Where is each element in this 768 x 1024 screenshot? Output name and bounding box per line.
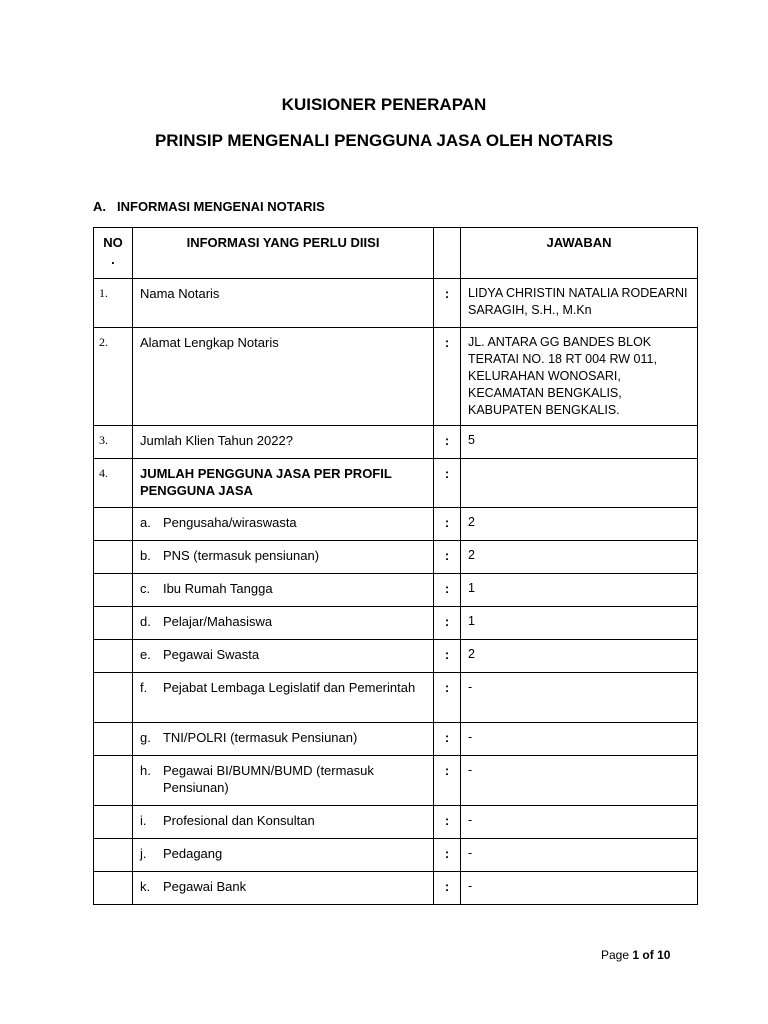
sub-item-cell [132, 723, 433, 756]
sub-item-letter: j. [139, 846, 147, 861]
document-subtitle: PRINSIP MENGENALI PENGGUNA JASA OLEH NOTARIS [154, 131, 614, 150]
row-answer: 1 [460, 607, 697, 640]
sub-item-label: Ibu Rumah Tangga [162, 581, 273, 596]
sub-item-letter: g. [139, 730, 151, 745]
table-row [94, 328, 698, 426]
row-answer: LIDYA CHRISTIN NATALIA RODEARNI SARAGIH, S.H., M.Kn [460, 279, 697, 328]
table-row [94, 806, 698, 839]
current-page: 1 [632, 948, 640, 962]
row-answer: 2 [460, 541, 697, 574]
row-number [94, 574, 133, 607]
row-answer: - [460, 806, 697, 839]
page-word: Page [601, 948, 630, 962]
sub-item-cell [132, 673, 433, 723]
table-row [94, 723, 698, 756]
sub-item-label: Pejabat Lembaga Legislatif dan Pemerintah [162, 680, 416, 695]
table-row [94, 426, 698, 459]
sub-item-label: TNI/POLRI (termasuk Pensiunan) [162, 730, 358, 745]
sub-item-label: Pedagang [162, 846, 223, 861]
table-row [94, 640, 698, 673]
sub-item-cell [132, 756, 433, 806]
row-number [94, 640, 133, 673]
sub-item-cell [132, 806, 433, 839]
row-number [94, 839, 133, 872]
row-colon: : [434, 574, 461, 607]
table-row [94, 872, 698, 905]
table-row [94, 607, 698, 640]
table-row [94, 673, 698, 723]
sub-item-label: Pegawai Bank [162, 879, 247, 894]
row-number: 1. [94, 279, 133, 328]
sub-item-label: Pelajar/Mahasiswa [162, 614, 273, 629]
table-row [94, 839, 698, 872]
sub-item-letter: h. [139, 763, 151, 778]
of-word: of [642, 948, 654, 962]
row-colon: : [434, 723, 461, 756]
row-colon: : [434, 673, 461, 723]
row-number [94, 756, 133, 806]
row-answer: JL. ANTARA GG BANDES BLOK TERATAI NO. 18 RT 004 RW 011, KELURAHAN WONOSARI, KECAMATAN BENGKALIS, KABUPATEN BENGKALIS. [460, 328, 697, 426]
row-answer: - [460, 839, 697, 872]
sub-item-label: Profesional dan Konsultan [162, 813, 315, 828]
row-colon: : [434, 806, 461, 839]
row-label: Nama Notaris [132, 279, 433, 328]
row-colon: : [434, 607, 461, 640]
row-colon: : [434, 459, 461, 508]
header-no: NO . [94, 228, 133, 279]
sub-item-label: Pengusaha/wiraswasta [162, 515, 297, 530]
table-row [94, 508, 698, 541]
row-number: 4. [94, 459, 133, 508]
row-label: JUMLAH PENGGUNA JASA PER PROFIL PENGGUNA JASA [132, 459, 433, 508]
table-row [94, 459, 698, 508]
sub-item-label: Pegawai Swasta [162, 647, 260, 662]
row-answer: 1 [460, 574, 697, 607]
row-colon: : [434, 541, 461, 574]
row-number [94, 872, 133, 905]
row-answer: - [460, 673, 697, 723]
row-answer [460, 459, 697, 508]
sub-item-cell [132, 607, 433, 640]
header-info: INFORMASI YANG PERLU DIISI [132, 228, 433, 279]
header-colon-cell [434, 228, 461, 279]
row-number [94, 607, 133, 640]
section-heading [93, 199, 325, 214]
row-answer: - [460, 872, 697, 905]
sub-item-cell [132, 839, 433, 872]
page-footer [601, 948, 670, 962]
table-row [94, 541, 698, 574]
row-number [94, 541, 133, 574]
row-number [94, 806, 133, 839]
document-title: KUISIONER PENERAPAN [281, 95, 487, 114]
row-number: 3. [94, 426, 133, 459]
row-number [94, 508, 133, 541]
sub-item-cell [132, 640, 433, 673]
row-colon: : [434, 279, 461, 328]
row-colon: : [434, 426, 461, 459]
section-letter: A. [93, 199, 106, 214]
sub-item-cell [132, 508, 433, 541]
sub-item-label: Pegawai BI/BUMN/BUMD (termasuk Pensiunan) [162, 763, 374, 795]
sub-item-letter: a. [139, 515, 151, 530]
header-answer: JAWABAN [460, 228, 697, 279]
row-answer: 5 [460, 426, 697, 459]
sub-item-letter: b. [139, 548, 151, 563]
table-row [94, 574, 698, 607]
sub-item-letter: d. [139, 614, 151, 629]
row-colon: : [434, 872, 461, 905]
sub-item-letter: c. [139, 581, 151, 596]
table-row [94, 279, 698, 328]
sub-item-cell [132, 872, 433, 905]
questionnaire-table [93, 227, 698, 905]
sub-item-label: PNS (termasuk pensiunan) [162, 548, 320, 563]
sub-item-cell [132, 574, 433, 607]
sub-item-cell [132, 541, 433, 574]
total-pages: 10 [657, 948, 671, 962]
table-header-row [94, 228, 698, 279]
row-answer: 2 [460, 508, 697, 541]
row-colon: : [434, 508, 461, 541]
sub-item-letter: k. [139, 879, 151, 894]
row-answer: - [460, 723, 697, 756]
row-colon: : [434, 640, 461, 673]
row-answer: - [460, 756, 697, 806]
row-number [94, 723, 133, 756]
row-label: Jumlah Klien Tahun 2022? [132, 426, 433, 459]
row-number [94, 673, 133, 723]
table-row [94, 756, 698, 806]
row-colon: : [434, 756, 461, 806]
row-colon: : [434, 328, 461, 426]
section-title: INFORMASI MENGENAI NOTARIS [117, 199, 325, 214]
row-colon: : [434, 839, 461, 872]
row-answer: 2 [460, 640, 697, 673]
row-label: Alamat Lengkap Notaris [132, 328, 433, 426]
sub-item-letter: i. [139, 813, 147, 828]
sub-item-letter: e. [139, 647, 151, 662]
sub-item-letter: f. [139, 680, 148, 695]
row-number: 2. [94, 328, 133, 426]
